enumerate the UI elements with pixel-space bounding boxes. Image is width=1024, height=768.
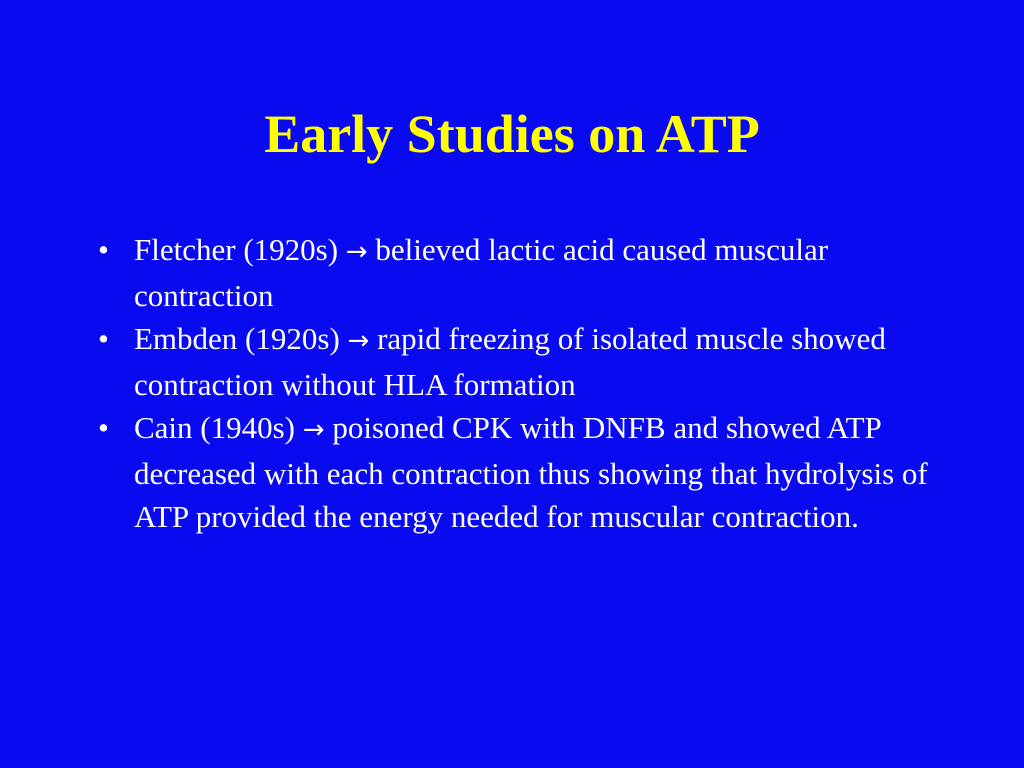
bullet-lead: Cain (1940s) <box>134 410 296 445</box>
bullet-text <box>134 228 948 317</box>
right-arrow-icon: → <box>345 237 368 267</box>
bullet-list <box>98 228 948 538</box>
right-arrow-icon: → <box>347 326 370 356</box>
bullet-item-fletcher <box>98 228 948 317</box>
bullet-icon: • <box>98 232 109 267</box>
bullet-body: poisoned CPK with DNFB and showed ATP decreased with each contraction thus showing that hydrolysis of ATP provided the energy needed for muscular contraction. <box>134 410 928 534</box>
right-arrow-icon: → <box>302 415 325 445</box>
bullet-icon: • <box>98 321 109 356</box>
bullet-item-cain <box>98 406 948 538</box>
bullet-text <box>134 406 948 538</box>
bullet-lead: Fletcher (1920s) <box>134 232 339 267</box>
bullet-body: rapid freezing of isolated muscle showed contraction without HLA formation <box>134 321 886 402</box>
slide-title: Early Studies on ATP <box>264 104 760 164</box>
bullet-icon: • <box>98 410 109 445</box>
bullet-text <box>134 317 948 406</box>
bullet-body: believed lactic acid caused muscular contraction <box>134 232 829 313</box>
bullet-lead: Embden (1920s) <box>134 321 340 356</box>
bullet-item-embden <box>98 317 948 406</box>
